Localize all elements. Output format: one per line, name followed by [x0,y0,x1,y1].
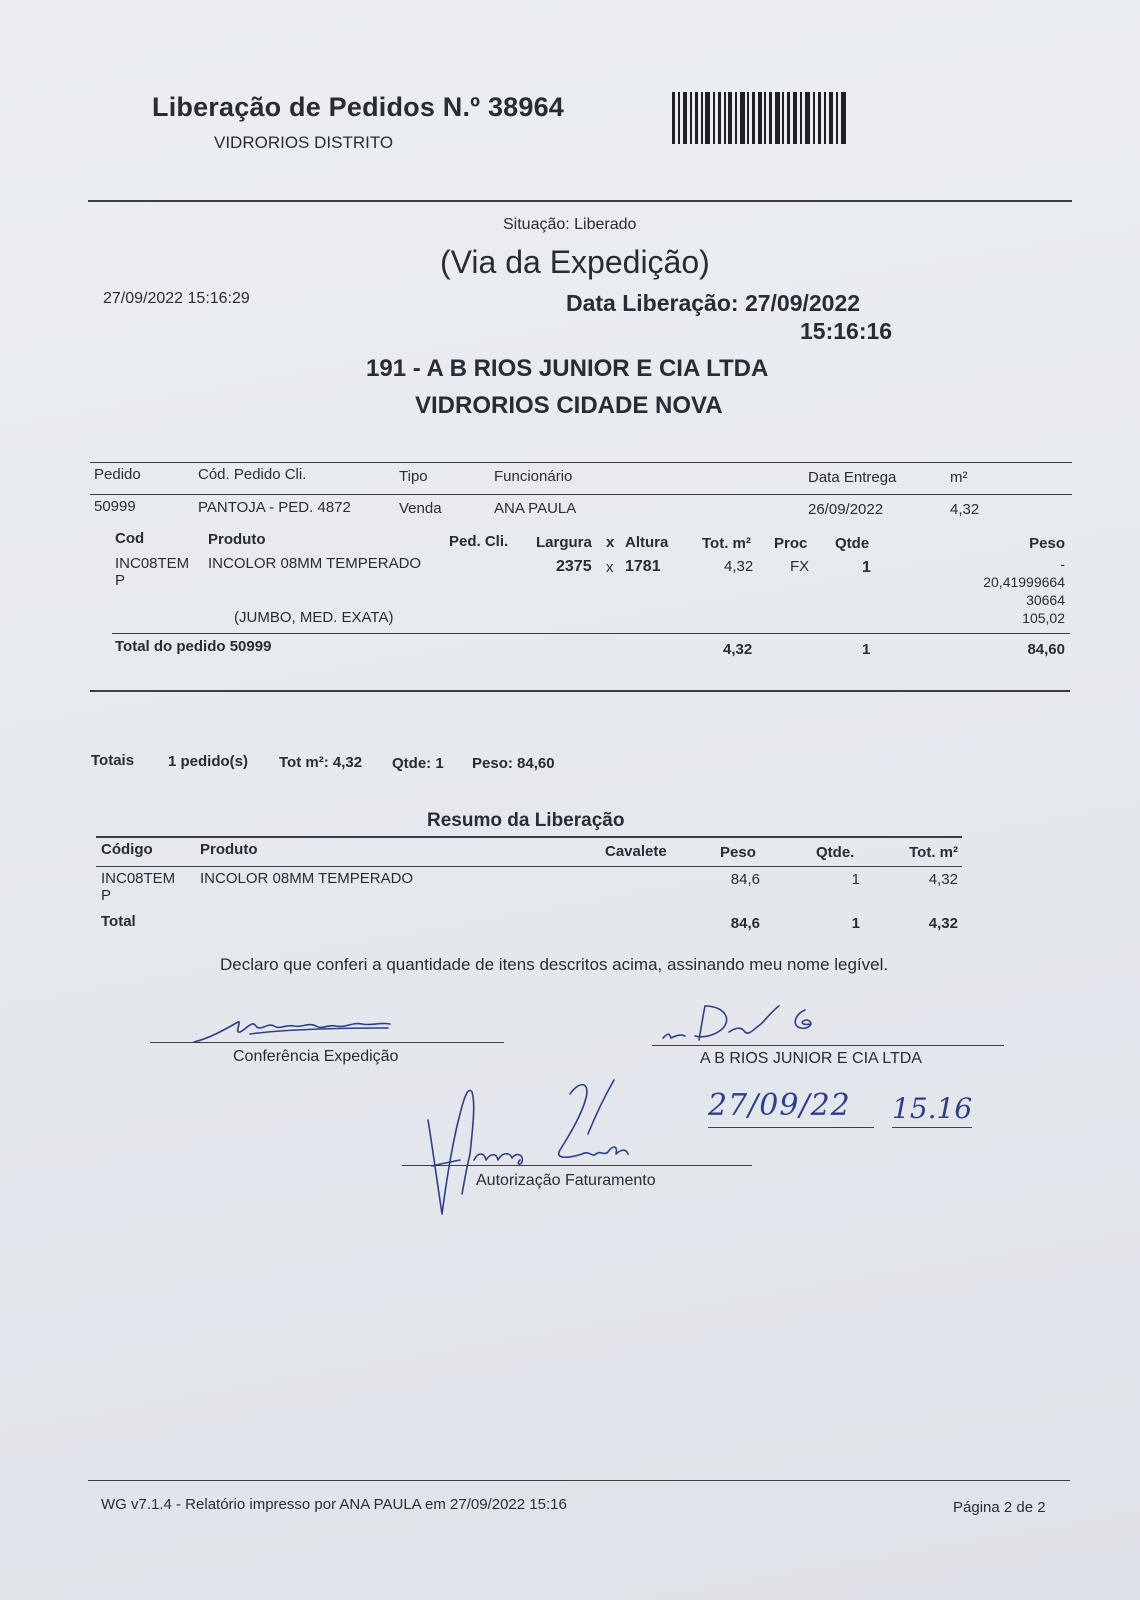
summary-col-codigo: Código [101,841,153,858]
item-peso-line2: 20,41999664 [983,574,1065,590]
col-tipo: Tipo [399,468,428,485]
client-name: 191 - A B RIOS JUNIOR E CIA LTDA [366,355,769,382]
item-col-proc: Proc [774,535,808,552]
print-datetime: 27/09/2022 15:16:29 [103,290,250,307]
company-subtitle: VIDRORIOS DISTRITO [214,133,394,152]
totals-peso: Peso: 84,60 [472,755,555,772]
order-total-label: Total do pedido 50999 [115,638,272,655]
col-funcionario: Funcionário [494,468,573,485]
item-tot-m2: 4,32 [724,558,754,575]
summary-qtde: 1 [851,871,860,888]
item-proc: FX [790,558,810,575]
summary-header-line [96,866,962,867]
totals-label: Totais [91,752,135,769]
autorizacao-signature [420,1074,660,1220]
release-time: 15:16:16 [800,318,893,344]
col-data-entrega: Data Entrega [808,469,897,486]
summary-code-line2: P [101,887,112,904]
col-cod-pedido-cli: Cód. Pedido Cli. [198,466,307,483]
summary-total-tot-m2: 4,32 [928,915,958,932]
footer-report: WG v7.1.4 - Relatório impresso por ANA PAULA em 27/09/2022 15:16 [101,1496,567,1513]
item-col-altura: Altura [625,534,669,551]
declaration-text: Declaro que conferi a quantidade de itens descritos acima, assinando meu nome legível. [220,955,889,974]
item-col-peso: Peso [1029,535,1065,552]
order-header-line [90,494,1072,495]
totals-qtde: Qtde: 1 [392,755,444,772]
totals-pedidos: 1 pedido(s) [168,753,249,770]
release-date: Data Liberação: 27/09/2022 [566,290,861,316]
item-col-qtde: Qtde [835,535,870,552]
summary-total-qtde: 1 [851,915,860,932]
item-col-ped-cli: Ped. Cli. [449,533,509,550]
totals-m2: Tot m²: 4,32 [279,754,363,771]
client-signature [655,1000,865,1046]
summary-total-peso: 84,6 [730,915,760,932]
summary-col-peso: Peso [720,844,756,861]
delivery-date: 26/09/2022 [808,501,884,518]
item-peso-line3: 30664 [1026,592,1065,608]
order-total-peso: 84,60 [1027,641,1065,658]
item-code-line2: P [115,572,126,589]
handwritten-time-underline [892,1127,972,1128]
client-label: A B RIOS JUNIOR E CIA LTDA [700,1050,922,1067]
col-pedido: Pedido [94,466,141,483]
conferencia-signature [190,1012,400,1046]
autorizacao-signature-line [402,1165,752,1166]
item-col-tot-m2: Tot. m² [702,535,751,552]
via-title: (Via da Expedição) [440,244,710,280]
footer-page-number: Página 2 de 2 [953,1499,1046,1516]
item-qtde: 1 [862,559,871,576]
document-title: Liberação de Pedidos N.º 38964 [152,92,565,122]
handwritten-time: 15.16 [892,1092,973,1125]
barcode [672,92,846,144]
client-order-code: PANTOJA - PED. 4872 [198,499,351,516]
summary-col-tot-m2: Tot. m² [909,844,958,861]
item-x: x [606,559,614,576]
item-col-x: x [606,534,615,551]
handwritten-date: 27/09/22 [708,1088,851,1123]
item-peso-line1: - [1060,556,1065,572]
footer-divider [88,1480,1070,1481]
client-branch: VIDRORIOS CIDADE NOVA [415,392,723,419]
summary-tot-m2: 4,32 [928,871,958,888]
order-type: Venda [399,500,442,517]
order-total-m2: 4,32 [723,641,753,658]
conferencia-signature-line [150,1042,504,1043]
item-width: 2375 [556,558,592,575]
status-text: Situação: Liberado [503,216,637,233]
client-signature-line [652,1045,1004,1046]
col-m2: m² [950,469,968,486]
summary-total-label: Total [101,913,136,930]
order-total-line [112,633,1070,634]
item-product: INCOLOR 08MM TEMPERADO [208,555,422,572]
summary-col-cavalete: Cavalete [605,843,667,860]
summary-top-line [96,836,962,838]
employee-name: ANA PAULA [494,500,577,517]
order-m2: 4,32 [950,501,980,518]
item-observation: (JUMBO, MED. EXATA) [234,609,394,626]
summary-col-produto: Produto [200,841,258,858]
order-section-end-line [90,690,1070,692]
summary-code-line1: INC08TEM [101,870,176,887]
header-divider [88,200,1072,202]
summary-peso: 84,6 [730,871,760,888]
order-total-qtde: 1 [862,641,871,658]
handwritten-date-underline [708,1127,874,1128]
summary-product: INCOLOR 08MM TEMPERADO [200,870,414,887]
item-height: 1781 [625,558,661,575]
autorizacao-label: Autorização Faturamento [476,1172,656,1189]
item-col-produto: Produto [208,531,266,548]
item-col-cod: Cod [115,530,145,547]
conferencia-label: Conferência Expedição [233,1048,399,1065]
order-number: 50999 [94,498,136,515]
summary-col-qtde: Qtde. [816,844,855,861]
item-code-line1: INC08TEM [115,555,190,572]
summary-title: Resumo da Liberação [427,810,625,831]
order-table-top-line [90,462,1072,463]
item-col-largura: Largura [536,534,592,551]
item-peso-line4: 105,02 [1022,610,1065,626]
